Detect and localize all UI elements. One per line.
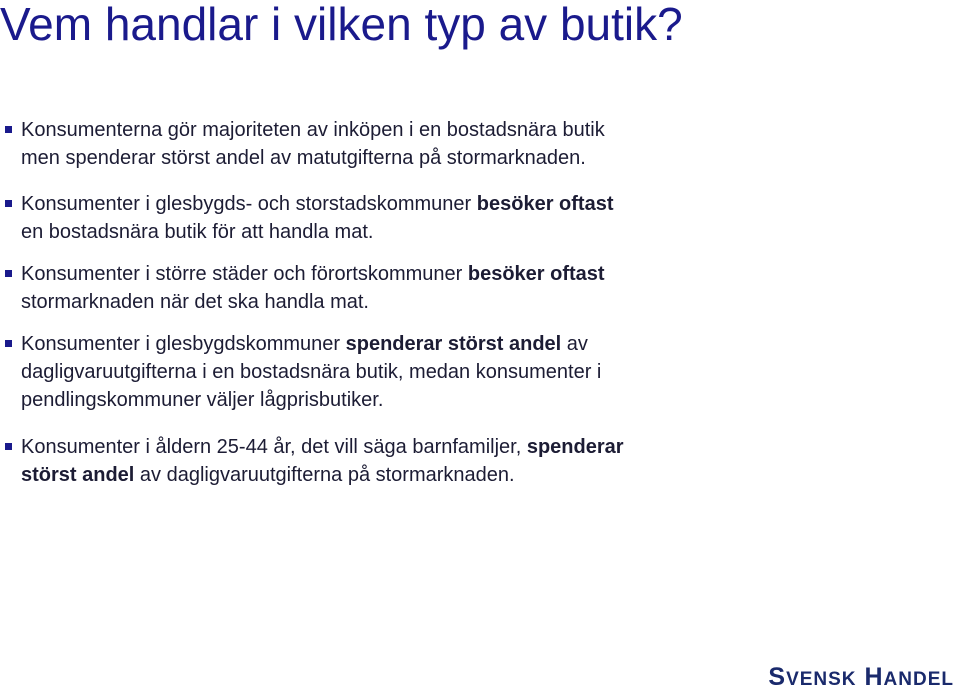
bullet-text: av dagligvaruutgifterna i en bostadsnära butik, medan konsumenter i pendlingskommuner väljer lågprisbutiker. [21, 333, 602, 411]
bullet-emphasis: besöker oftast [467, 263, 605, 285]
bullet-item [21, 260, 641, 316]
bullet-text: Konsumenter i glesbygdskommuner [21, 333, 346, 355]
bullet-emphasis: spenderar störst andel [345, 333, 562, 355]
bullet-text: Konsumenter i åldern 25-44 år, det vill säga barnfamiljer, [21, 436, 527, 458]
square-bullet-icon [5, 443, 12, 450]
square-bullet-icon [5, 126, 12, 133]
slide-title: Vem handlar i vilken typ av butik? [0, 0, 683, 50]
square-bullet-icon [5, 200, 12, 207]
bullet-item [21, 116, 641, 172]
bullet-emphasis: spenderar störst andel [21, 436, 624, 486]
bullet-text: en bostadsnära butik för att handla mat. [21, 221, 374, 243]
square-bullet-icon [5, 340, 12, 347]
bullet-item [21, 190, 641, 246]
bullet-text: Konsumenterna gör majoriteten av inköpen i en bostadsnära butik men spenderar störst andel av matutgifterna på stormarknaden. [21, 119, 605, 169]
square-bullet-icon [5, 270, 12, 277]
bullet-text: Konsumenter i större städer och förortskommuner [21, 263, 468, 285]
bullet-text: stormarknaden när det ska handla mat. [21, 291, 369, 313]
bullet-list [21, 116, 641, 489]
bullet-text: av dagligvaruutgifterna på stormarknaden. [134, 464, 515, 486]
bullet-item [21, 330, 641, 414]
bullet-text: Konsumenter i glesbygds- och storstadskommuner [21, 193, 477, 215]
bullet-emphasis: besöker oftast [476, 193, 614, 215]
svensk-handel-logo: SVENSK HANDEL [768, 663, 954, 691]
bullet-item [21, 433, 641, 489]
